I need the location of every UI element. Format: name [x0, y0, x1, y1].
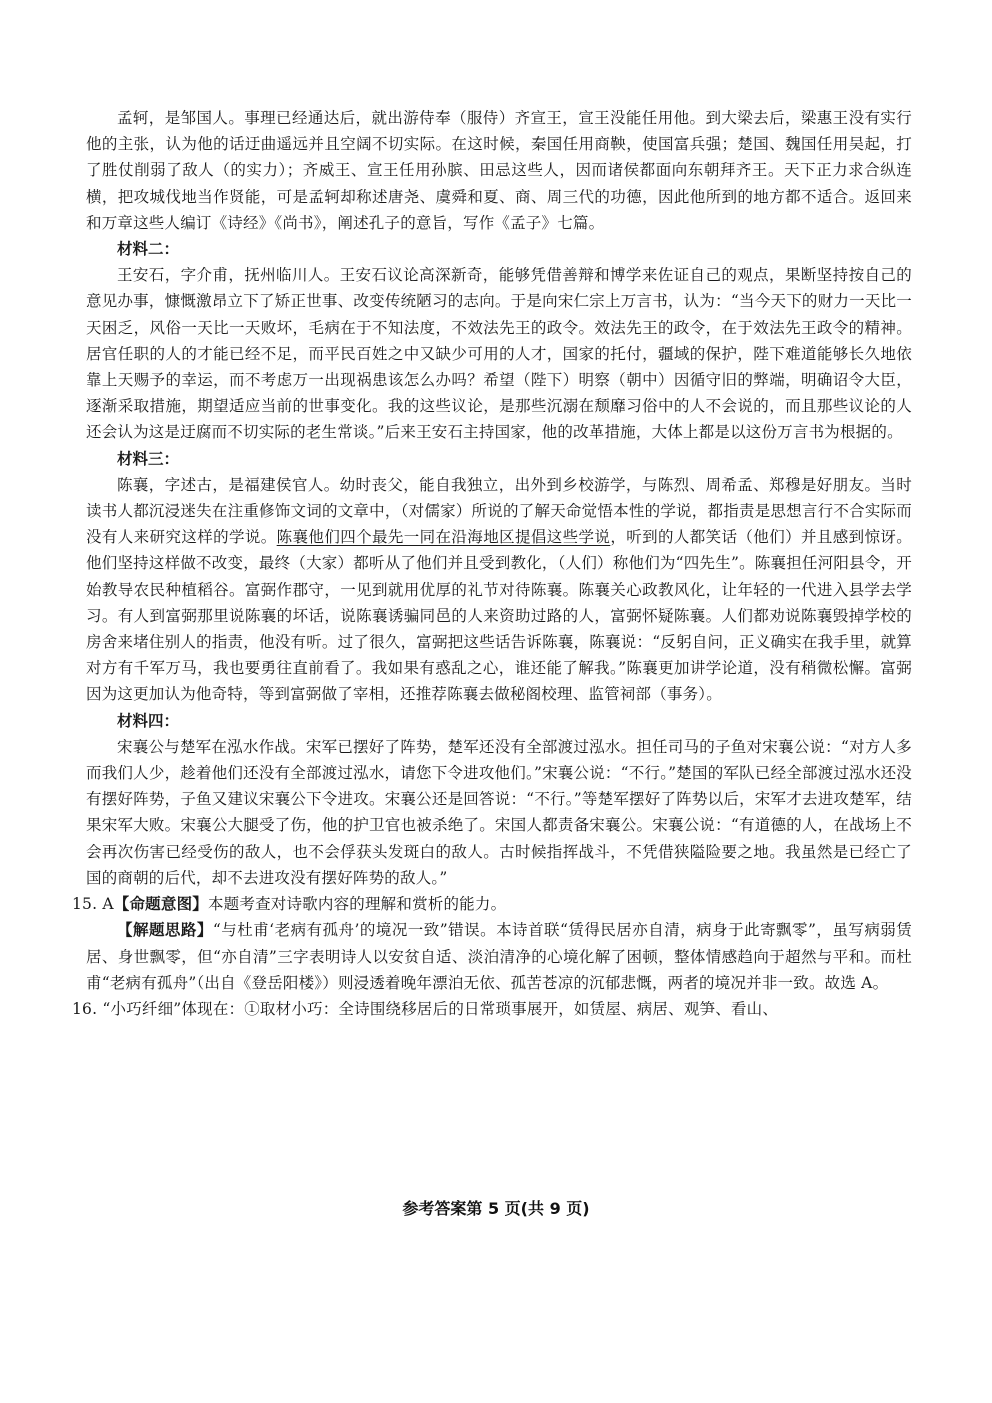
- question-15-line: [72, 891, 912, 917]
- question-15-intent-tag: 【命题意图】: [113, 895, 208, 914]
- material-one-paragraph: 孟轲，是邹国人。事理已经通达后，就出游侍奉（服侍）齐宣王，宣王没能任用他。到大梁去后，梁惠王没有实行他的主张，认为他的话迂曲遥远并且空阔不切实际。在这时候，秦国任用商鞅，使国富兵强；楚国、魏国任用吴起，打了胜仗削弱了敌人（的实力）；齐威王、宣王任用孙膑、田忌这些人，因而诸侯都面向东朝拜齐王。天下正力求合纵连横，把攻城伐地当作贤能，可是孟轲却称述唐尧、虞舜和夏、商、周三代的功德，因此他所到的地方都不适合。返回来和万章这些人编订《诗经》《尚书》，阐述孔子的意旨，写作《孟子》七篇。: [86, 109, 912, 232]
- question-15-number: 15. A: [72, 895, 114, 914]
- page-content: [72, 105, 912, 1022]
- material-three-underlined-sentence: 陈襄他们四个最先一同在沿海地区提倡这些学说: [276, 528, 611, 547]
- question-15-intent-text: 本题考查对诗歌内容的理解和赏析的能力。: [207, 895, 507, 914]
- material-four-paragraph: 宋襄公与楚军在泓水作战。宋军已摆好了阵势，楚军还没有全部渡过泓水。担任司马的子鱼对宋襄公说：“对方人多而我们人少，趁着他们还没有全部渡过泓水，请您下令进攻他们。”宋襄公说：“不行。”楚国的军队已经全部渡过泓水还没有摆好阵势，子鱼又建议宋襄公下令进攻。宋襄公还是回答说：“不行。”等楚军摆好了阵势以后，宋军才去进攻楚军，结果宋军大败。宋襄公大腿受了伤，他的护卫官也被杀绝了。宋国人都责备宋襄公。宋襄公说：“有道德的人，在战场上不会再次伤害已经受伤的敌人，也不会俘获头发斑白的敌人。古时候指挥战斗，不凭借狭隘险要之地。我虽然是已经亡了国的商朝的后代，却不去进攻没有摆好阵势的敌人。”: [86, 737, 912, 887]
- material-two-paragraph: 王安石，字介甫，抚州临川人。王安石议论高深新奇，能够凭借善辩和博学来佐证自己的观点，果断坚持按自己的意见办事，慷慨激昂立下了矫正世事、改变传统陋习的志向。于是向宋仁宗上万言书，认为：“当今天下的财力一天比一天困乏，风俗一天比一天败坏，毛病在于不知法度，不效法先王的政令。效法先王的政令，在于效法先王政令的精神。居官任职的人的才能已经不足，而平民百姓之中又缺少可用的人才，国家的托付，疆域的保护，陛下难道能够长久地依靠上天赐予的幸运，而不考虑万一出现祸患该怎么办吗？希望（陛下）明察（朝中）因循守旧的弊端，明确诏令大臣，逐渐采取措施，期望适应当前的世事变化。我的这些议论，是那些沉溺在颓靡习俗中的人不会说的，而且那些议论的人还会认为这是迂腐而不切实际的老生常谈。”后来王安石主持国家，他的改革措施，大体上都是以这份万言书为根据的。: [86, 266, 912, 442]
- question-15-solution-tag: 【解题思路】: [117, 921, 213, 940]
- page-footer: 参考答案第 5 页(共 9 页): [402, 1199, 590, 1218]
- question-15-solution-text: “与杜甫‘老病有孤舟’的境况一致”错误。本诗首联“赁得民居亦自清，病身于此寄飘零”，虽写病弱赁居、身世飘零，但“亦自清”三字表明诗人以安贫自适、淡泊清净的心境化解了困顿，整体情感趋向于超然与平和。而杜甫“老病有孤舟”（出自《登岳阳楼》）则浸透着晚年漂泊无依、孤苦苍凉的沉郁悲慨，两者的境况并非一致。故选 A。: [86, 921, 912, 992]
- material-three-text-a: 陈襄，字述古，是福建侯官人。幼时丧父，能自我独立，出外到乡校游学，与陈烈、周希孟、郑穆是好朋友。当时读书人都沉浸迷失在注重修饰文词的文章中，（对儒家）所说的了解天命觉悟本性的学说，都指责是思想言行不合实际而没有人来研究这样的学说。: [86, 475, 912, 547]
- material-three-paragraph: [86, 472, 912, 708]
- material-four-heading: 材料四：: [117, 711, 180, 730]
- question-15-solution: [86, 917, 912, 996]
- material-three-text-b: ，听到的人都笑话（他们）并且感到惊讶。他们坚持这样做不改变，最终（大家）都听从了他们并且受到教化，（人们）称他们为“四先生”。陈襄担任河阳县令，开始教导农民种植稻谷。富弼作郡守，一见到就用优厚的礼节对待陈襄。陈襄关心政教风化，让年轻的一代进入县学去学习。有人到富弼那里说陈襄的坏话，说陈襄诱骗同邑的人来资助过路的人，富弼怀疑陈襄。人们都劝说陈襄毁掉学校的房舍来堵住别人的指责，他没有听。过了很久，富弼把这些话告诉陈襄，陈襄说：“反躬自问，正义确实在我手里，就算对方有千军万马，我也要勇往直前看了。我如果有惑乱之心，谁还能了解我。”陈襄更加讲学论道，没有稍微松懈。富弼因为这更加认为他奇特，等到富弼做了宰相，还推荐陈襄去做秘阁校理、监管祠部（事务）。: [86, 528, 912, 704]
- material-three-heading: 材料三：: [117, 449, 180, 468]
- material-two-heading: 材料二：: [117, 240, 180, 259]
- question-16-line: 16. “小巧纤细”体现在：①取材小巧：全诗围绕移居后的日常琐事展开，如赁屋、病居、观笋、看山、: [72, 999, 779, 1018]
